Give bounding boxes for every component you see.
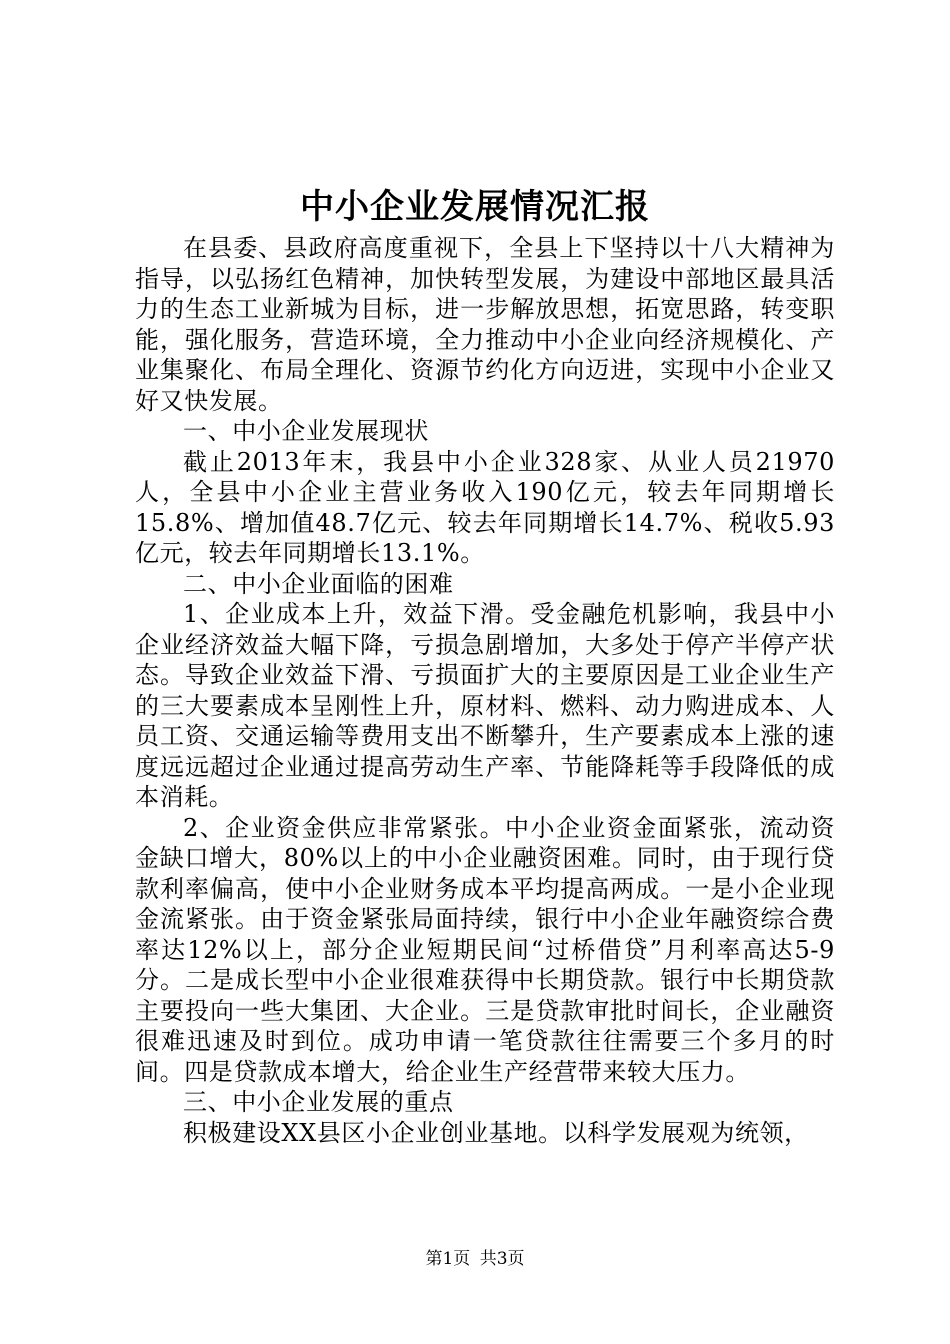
paragraph-difficulty-2: 2、企业资金供应非常紧张。中小企业资金面紧张，流动资金缺口增大，80%以上的中小企业融资困难。同时，由于现行贷款利率偏高，使中小企业财务成本平均提高两成。一是小企业现金流紧张。由于资金紧张局面持续，银行中小企业年融资综合费率达12%以上，部分企业短期民间“过桥借贷”月利率高达5-9分。二是成长型中小企业很难获得中长期贷款。银行中长期贷款主要投向一些大集团、大企业。三是贷款审批时间长，企业融资很难迅速及时到位。成功申请一笔贷款往往需要三个多月的时间。四是贷款成本增大，给企业生产经营带来较大压力。 xyxy=(135,813,835,1086)
paragraph-difficulty-1: 1、企业成本上升，效益下滑。受金融危机影响，我县中小企业经济效益大幅下降，亏损急剧增加，大多处于停产半停产状态。导致企业效益下滑、亏损面扩大的主要原因是工业企业生产的三大要素成本呈刚性上升，原材料、燃料、动力购进成本、人员工资、交通运输等费用支出不断攀升，生产要素成本上涨的速度远远超过企业通过提高劳动生产率、节能降耗等手段降低的成本消耗。 xyxy=(135,600,835,811)
section-heading-1: 一、中小企业发展现状 xyxy=(183,417,429,445)
paragraph-focus: 积极建设XX县区小企业创业基地。以科学发展观为统领， xyxy=(183,1118,809,1147)
page-footer xyxy=(0,1247,950,1271)
page-total: 共3页 xyxy=(479,1249,525,1269)
section-heading-3: 三、中小企业发展的重点 xyxy=(183,1088,454,1116)
document-body xyxy=(135,233,835,1148)
document-title: 中小企业发展情况汇报 xyxy=(300,187,650,227)
paragraph-status: 截止2013年末，我县中小企业328家、从业人员21970人，全县中小企业主营业务收入190亿元，较去年同期增长15.8%、增加值48.7亿元、较去年同期增长14.7%、税收5.93亿元，较去年同期增长13.1%。 xyxy=(135,447,835,567)
section-heading-2: 二、中小企业面临的困难 xyxy=(183,569,454,598)
page-number: 第1页 xyxy=(425,1249,471,1269)
paragraph-intro: 在县委、县政府高度重视下，全县上下坚持以十八大精神为指导，以弘扬红色精神，加快转型发展，为建设中部地区最具活力的生态工业新城为目标，进一步解放思想，拓宽思路，转变职能，强化服务，营造环境，全力推动中小企业向经济规模化、产业集聚化、布局全理化、资源节约化方向迈进，实现中小企业又好又快发展。 xyxy=(135,234,835,415)
